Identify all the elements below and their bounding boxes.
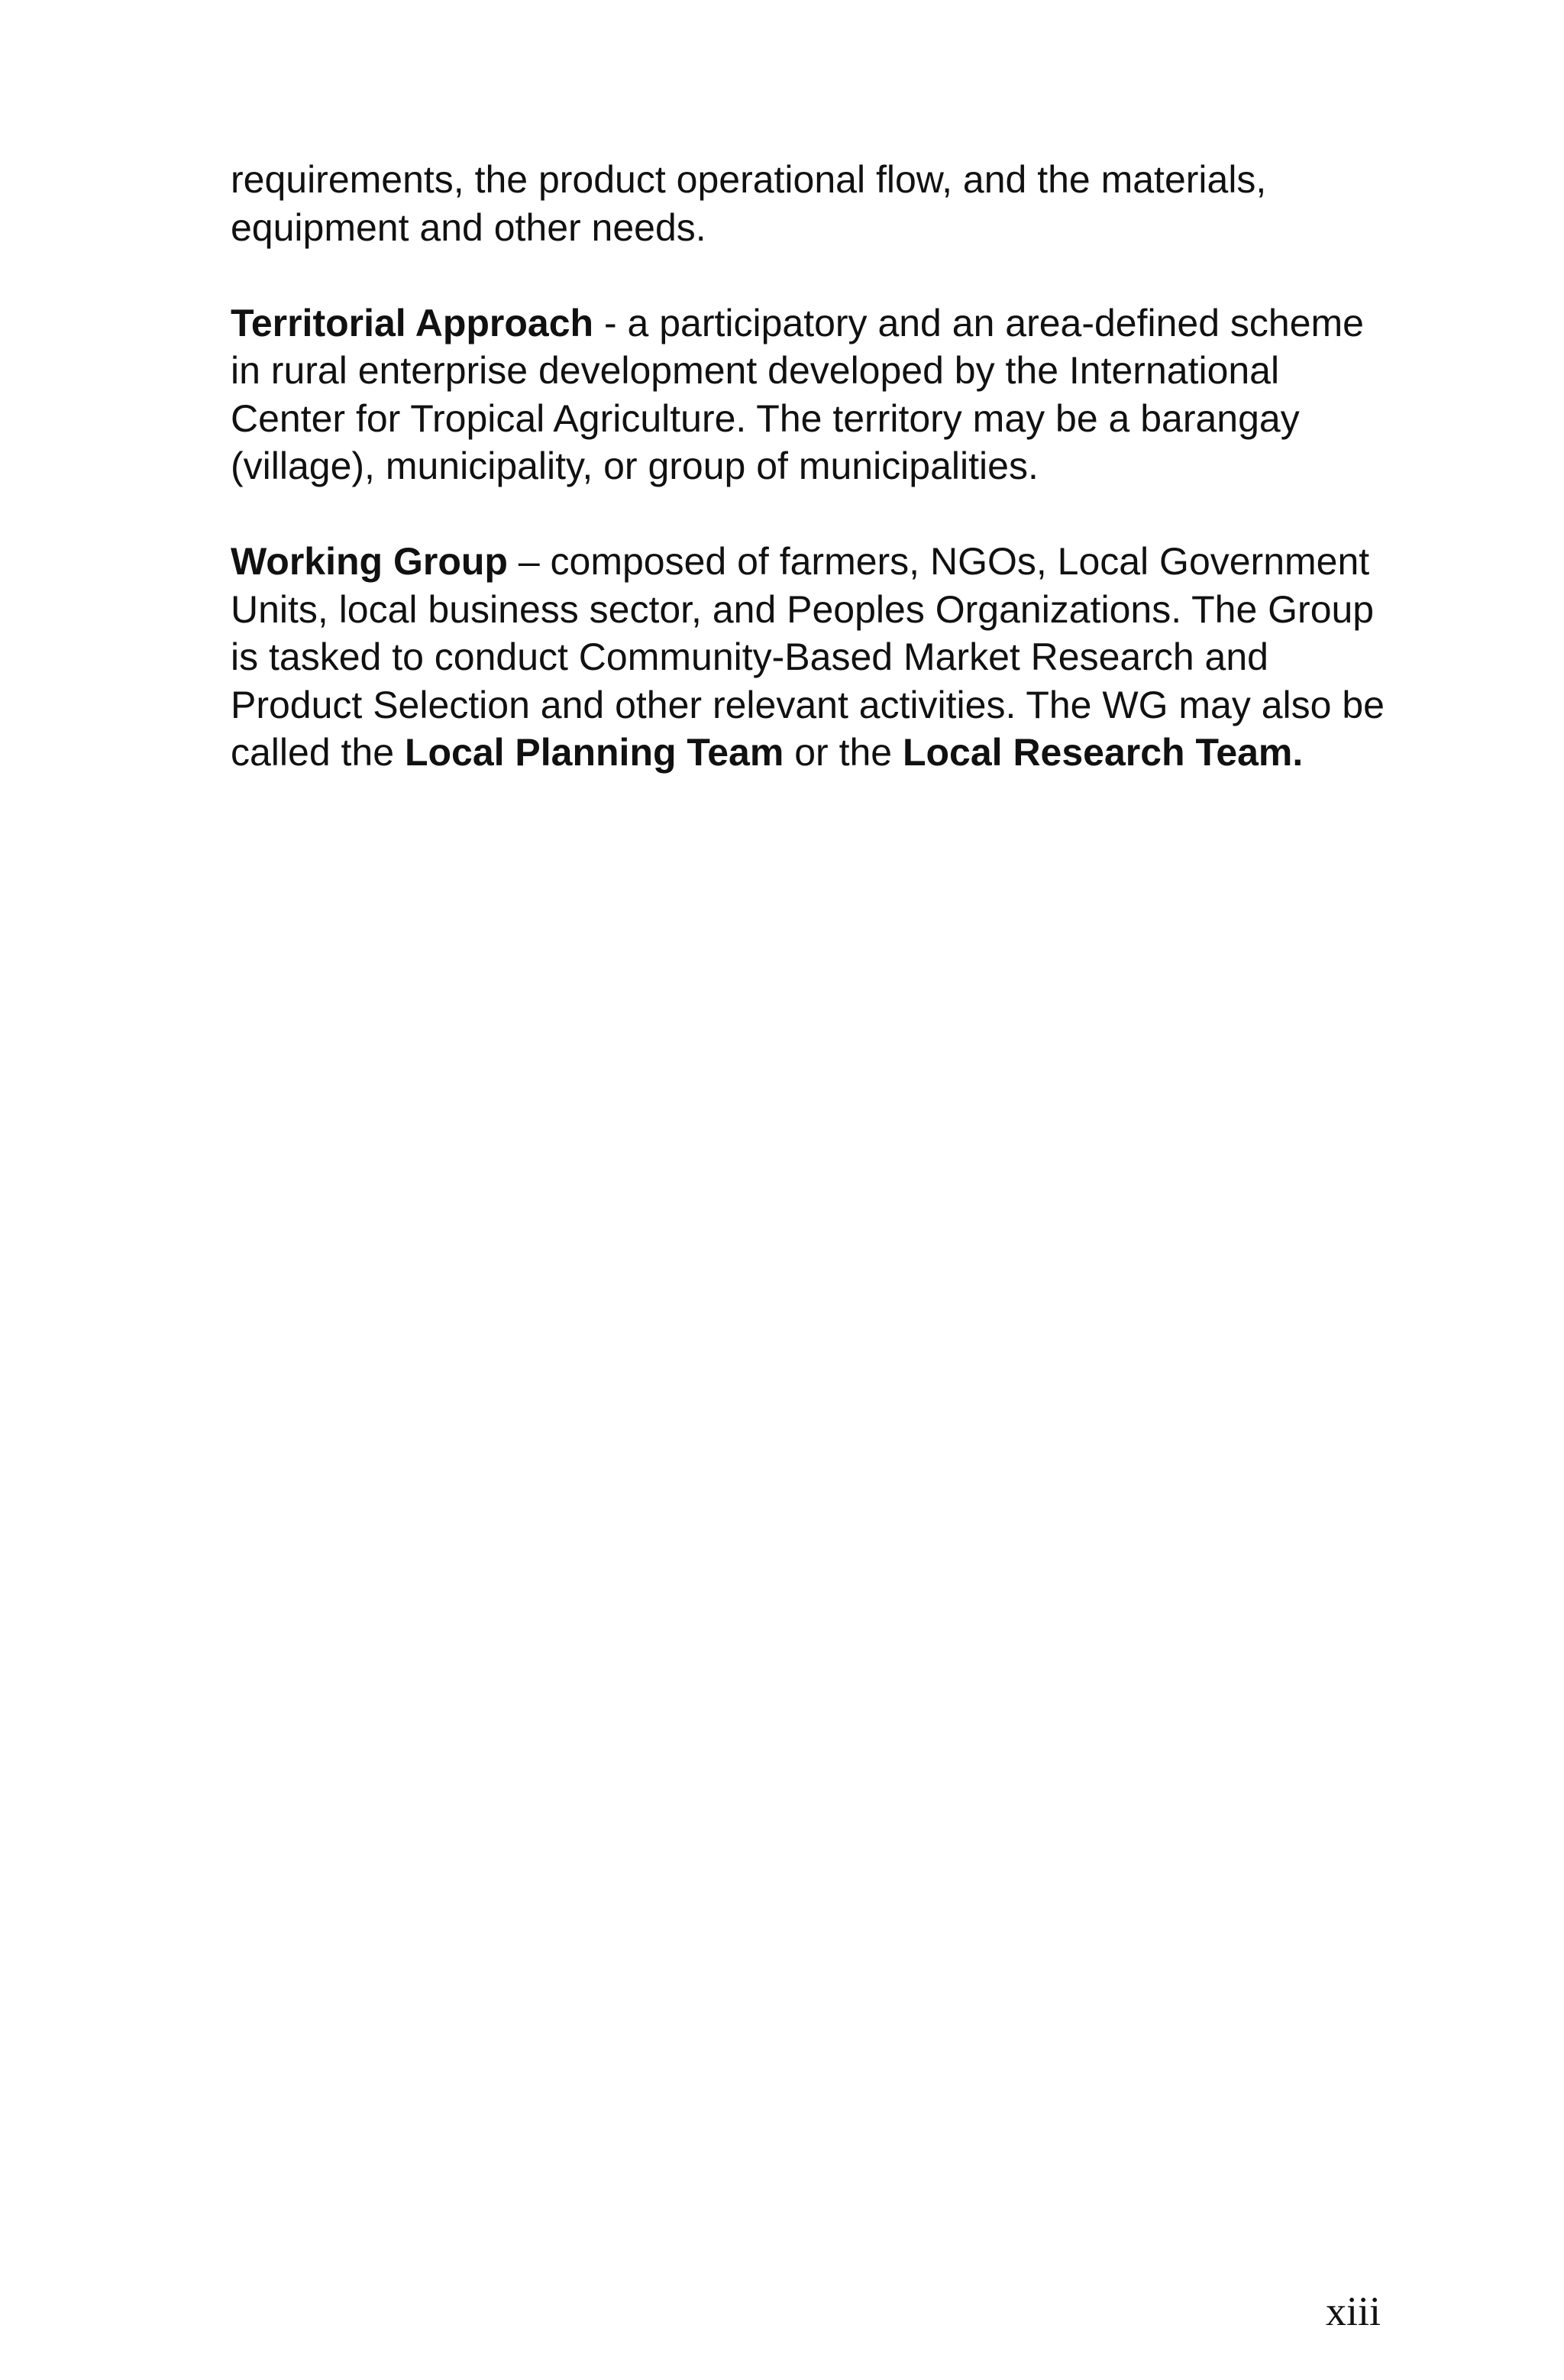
working-group-connector: or the (784, 731, 903, 774)
continuation-paragraph (231, 156, 1391, 251)
page-number: xiii (1325, 2288, 1381, 2334)
working-group-term: Working Group (231, 540, 508, 583)
territorial-approach-term: Territorial Approach (231, 301, 594, 344)
local-planning-team-term: Local Planning Team (404, 731, 784, 774)
territorial-approach-definition: - a participatory and an area-defined scheme in rural enterprise development developed by the International Center for Tropical Agriculture. The territory may be a barangay (village), municipality, or group of municipalities. (231, 301, 1364, 487)
territorial-approach-entry (231, 299, 1391, 490)
glossary-body (231, 156, 1391, 824)
working-group-definition: – composed of farmers, NGOs, Local Government Units, local business sector, and Peoples Organizations. The Group is tasked to conduct Community-Based Market Research and Product Selection and other relevant activities. The WG may also be called the (231, 540, 1385, 774)
continuation-text: requirements, the product operational flow, and the materials, equipment and other needs. (231, 158, 1267, 249)
working-group-entry (231, 538, 1391, 777)
local-research-team-term: Local Research Team. (902, 731, 1304, 774)
